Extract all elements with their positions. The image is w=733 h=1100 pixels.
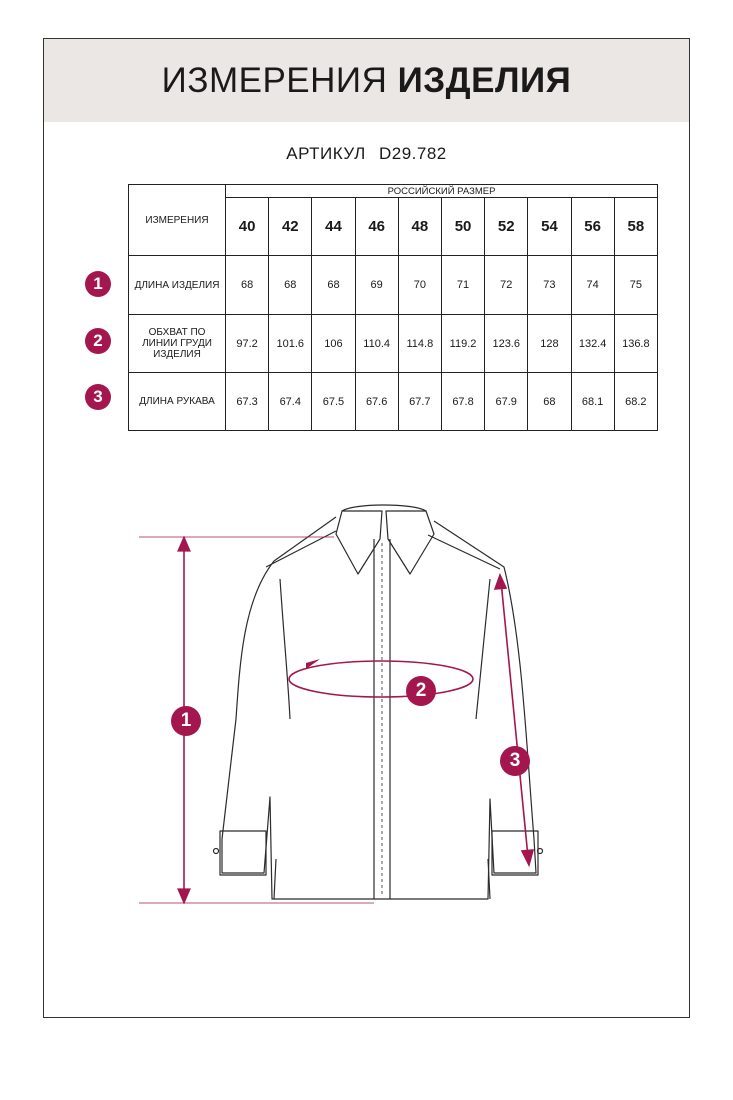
row-label-line: ЛИНИИ ГРУДИ [142,338,212,349]
title-bold: ИЗДЕЛИЯ [397,61,572,100]
table-cell: 68.2 [614,373,657,431]
table-cell: 67.8 [441,373,484,431]
table-cell: 128 [528,315,571,373]
table-cell: 67.4 [269,373,312,431]
table-cell: 67.5 [312,373,355,431]
table-cell: 70 [398,256,441,315]
sleeve-seam-right [476,579,490,719]
size-chart-frame [43,38,690,1018]
length-arrow-head-bottom [178,889,190,903]
collar-left [336,511,382,574]
collar-back [342,505,426,511]
title-light: ИЗМЕРЕНИЯ [161,61,388,100]
table-cell: 74 [571,256,614,315]
size-group-header: РОССИЙСКИЙ РАЗМЕР [226,185,658,198]
article-code: D29.782 [378,144,447,163]
shirt-diagram [44,39,689,1017]
table-cell: 110.4 [355,315,398,373]
cuff-button-left [214,849,219,854]
table-cell: 67.3 [226,373,269,431]
size-header: 46 [355,198,398,256]
table-cell: 132.4 [571,315,614,373]
table-cell: 67.7 [398,373,441,431]
table-cell: 75 [614,256,657,315]
article-label: АРТИКУЛ [286,144,366,163]
table-cell: 68 [312,256,355,315]
table-cell: 123.6 [485,315,528,373]
size-header: 42 [269,198,312,256]
table-cell: 73 [528,256,571,315]
row-number-badge: 3 [85,384,111,410]
size-header: 52 [485,198,528,256]
table-cell: 67.6 [355,373,398,431]
table-cell: 67.9 [485,373,528,431]
length-arrow-head-top [178,537,190,551]
side-vent-left [274,859,276,899]
table-cell: 68 [226,256,269,315]
row-label-line: ИЗДЕЛИЯ [153,349,201,360]
sleeve-arrow-head-bottom [522,850,533,865]
table-cell: 119.2 [441,315,484,373]
table-cell: 101.6 [269,315,312,373]
size-header: 54 [528,198,571,256]
row-number-badge: 1 [85,271,111,297]
table-cell: 69 [355,256,398,315]
table-cell: 97.2 [226,315,269,373]
size-header: 50 [441,198,484,256]
diagram-marker-chest: 2 [406,676,436,706]
shirt-body-outline [222,517,536,899]
size-header: 40 [226,198,269,256]
table-cell: 68 [269,256,312,315]
table-cell: 68 [528,373,571,431]
table-cell: 136.8 [614,315,657,373]
table-cell: 68.1 [571,373,614,431]
row-number-badge: 2 [85,328,111,354]
measurements-header: ИЗМЕРЕНИЯ [129,185,226,256]
collar-right [386,511,434,574]
row-label-line: ОБХВАТ ПО [148,327,206,338]
size-header: 44 [312,198,355,256]
sleeve-seam-left [280,579,290,719]
table-cell: 114.8 [398,315,441,373]
table-cell: 106 [312,315,355,373]
size-header: 58 [614,198,657,256]
table-cell: 71 [441,256,484,315]
size-header: 56 [571,198,614,256]
row-label: ДЛИНА ИЗДЕЛИЯ [129,256,226,315]
shoulder-seam-left [266,531,336,567]
cuff-left [220,831,266,875]
chest-ellipse [289,661,473,697]
sleeve-arrow-head-top [495,575,506,589]
diagram-marker-length: 1 [171,706,201,736]
size-header: 48 [398,198,441,256]
table-cell: 72 [485,256,528,315]
row-label: ДЛИНА РУКАВА [129,373,226,431]
diagram-marker-sleeve: 3 [500,746,530,776]
